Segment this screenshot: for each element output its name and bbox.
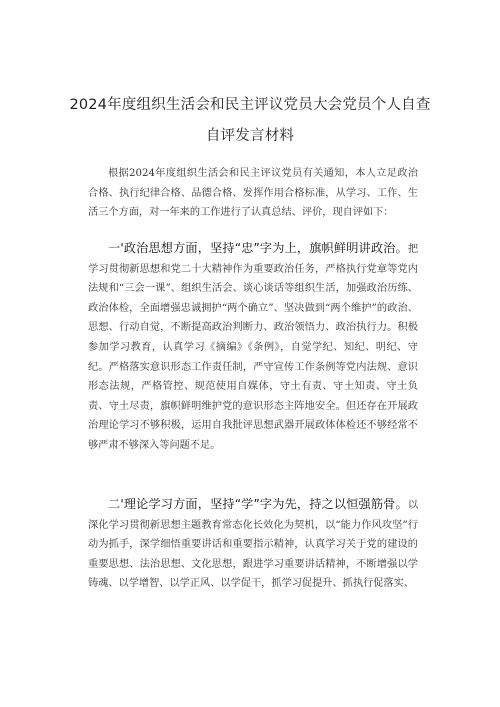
section-body-2: 以深化学习贯彻新思想主题教育常态化长效化为契机，以“能力作风攻坚”行动为抓手，深学细悟重要讲话和重要指示精神，认真学习关于党的建设的重要思想、法治思想、文化思想，跟进学习重要讲话精神，不断增强以学铸魂、以学增智、以学正风、以学促干，抓学习促提升、抓执行促落实、 [88,500,418,590]
section-heading-1: 一'政治思想方面，坚持“忠”字为上，旗帜鲜明讲政治。 [108,241,408,255]
section-body-1: 把学习贯彻新思想和党二十大精神作为重要政治任务，严格执行党章等党内法规和“三会一课”、组织生活会、谈心谈话等组织生活，加强政治历练、政治体检，全面增强忠诚拥护“两个确立”、坚决做到“两个维护”的政治、思想、行动自觉，不断提高政治判断力、政治领悟力、政治执行力。积极参加学习教育，认真学习《摘编》《条例》，自觉学纪、知纪、明纪、守纪。严格落实意识形态工作责任制，严守宣传工作条例等党内法规、意识形态法规，严格管控、规范使用自媒体，守土有责、守土知责、守土负责、守土尽责，旗帜鲜明维护党的意识形态主阵地安全。但还存在开展政治理论学习不够积极，运用自我批评思想武器开展政体体检还不够经常不够严肃不够深入等问题不足。 [88,244,418,451]
section-theory-study [88,495,418,594]
section-heading-2: 二'理论学习方面，坚持“学”字为先，持之以恒强筋骨。 [108,497,408,511]
document-title-line-1: 2024年度组织生活会和民主评议党员大会党员个人自查 [69,97,431,113]
intro-paragraph: 根据2024年度组织生活会和民主评议党员有关通知，本人立足政治合格、执行纪律合格、品德合格、发挥作用合格标准，从学习、工作、生活三个方面，对一年来的工作进行了认真总结、评价，现自评如下： [88,168,418,219]
section-political-thought [88,239,418,456]
document-title-line-2: 自评发言材料 [205,128,295,144]
